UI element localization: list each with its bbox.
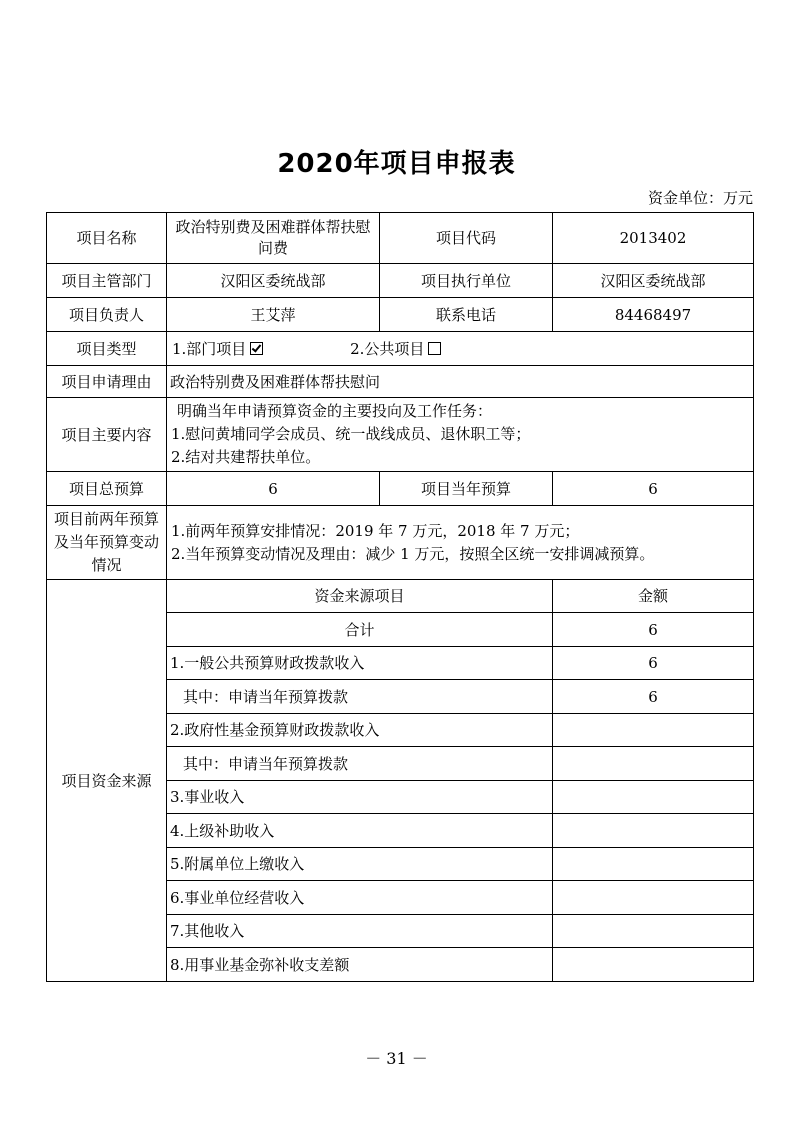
funding-item: 8.用事业基金弥补收支差额 <box>167 948 553 982</box>
reason-label: 项目申请理由 <box>47 366 167 398</box>
content-line: 明确当年申请预算资金的主要投向及工作任务： <box>177 402 493 420</box>
page-number: － 31 － <box>365 1049 428 1068</box>
owner-value: 王艾萍 <box>167 298 380 332</box>
funding-item: 其中：申请当年预算拨款 <box>167 747 553 781</box>
owner-label: 项目负责人 <box>47 298 167 332</box>
year-budget-value: 6 <box>553 472 754 506</box>
funding-amount <box>553 814 754 848</box>
project-code-label: 项目代码 <box>380 213 553 264</box>
content-label: 项目主要内容 <box>47 398 167 472</box>
type-option-1: 1.部门项目 <box>172 340 268 358</box>
funding-amount: 6 <box>553 647 754 680</box>
type-option-2: 2.公共项目 <box>350 340 441 358</box>
funding-item: 3.事业收入 <box>167 781 553 814</box>
total-budget-label: 项目总预算 <box>47 472 167 506</box>
project-code-value: 2013402 <box>553 213 754 264</box>
reason-value: 政治特别费及困难群体帮扶慰问 <box>167 366 754 398</box>
empty-checkbox-icon <box>428 342 441 355</box>
funding-amount: 6 <box>553 680 754 714</box>
funding-label: 项目资金来源 <box>47 580 167 982</box>
dept-value: 汉阳区委统战部 <box>167 264 380 298</box>
content-line: 2.结对共建帮扶单位。 <box>171 448 321 466</box>
application-table <box>46 212 754 982</box>
funding-amount <box>553 948 754 982</box>
checked-checkbox-icon <box>250 342 263 355</box>
year-budget-label: 项目当年预算 <box>380 472 553 506</box>
funding-header-source: 资金来源项目 <box>167 580 553 613</box>
dept-label: 项目主管部门 <box>47 264 167 298</box>
funding-amount <box>553 714 754 747</box>
funding-item: 7.其他收入 <box>167 915 553 948</box>
funding-amount <box>553 881 754 915</box>
funding-amount <box>553 915 754 948</box>
change-value <box>167 506 754 580</box>
page-title: 2020年项目申报表 <box>277 149 516 179</box>
funding-amount <box>553 848 754 881</box>
type-label: 项目类型 <box>47 332 167 366</box>
funding-item: 1.一般公共预算财政拨款收入 <box>167 647 553 680</box>
content-value <box>167 398 754 472</box>
phone-label: 联系电话 <box>380 298 553 332</box>
funding-amount: 6 <box>553 613 754 647</box>
exec-label: 项目执行单位 <box>380 264 553 298</box>
funding-amount <box>553 781 754 814</box>
phone-value: 84468497 <box>553 298 754 332</box>
funding-item: 6.事业单位经营收入 <box>167 881 553 915</box>
change-label: 项目前两年预算及当年预算变动情况 <box>47 506 167 580</box>
exec-value: 汉阳区委统战部 <box>553 264 754 298</box>
funding-amount <box>553 747 754 781</box>
project-name-value: 政治特别费及困难群体帮扶慰问费 <box>167 213 380 264</box>
funding-item: 其中：申请当年预算拨款 <box>167 680 553 714</box>
change-line: 2.当年预算变动情况及理由：减少 1 万元，按照全区统一安排调减预算。 <box>171 544 655 563</box>
unit-note: 资金单位：万元 <box>647 189 753 207</box>
funding-item-total: 合计 <box>167 613 553 647</box>
funding-item: 5.附属单位上缴收入 <box>167 848 553 881</box>
project-name-label: 项目名称 <box>47 213 167 264</box>
type-options <box>167 332 754 366</box>
total-budget-value: 6 <box>167 472 380 506</box>
funding-item: 4.上级补助收入 <box>167 814 553 848</box>
funding-header-amount: 金额 <box>553 580 754 613</box>
funding-item: 2.政府性基金预算财政拨款收入 <box>167 714 553 747</box>
change-line: 1.前两年预算安排情况：2019 年 7 万元，2018 年 7 万元； <box>171 521 580 540</box>
content-line: 1.慰问黄埔同学会成员、统一战线成员、退休职工等； <box>171 425 531 443</box>
